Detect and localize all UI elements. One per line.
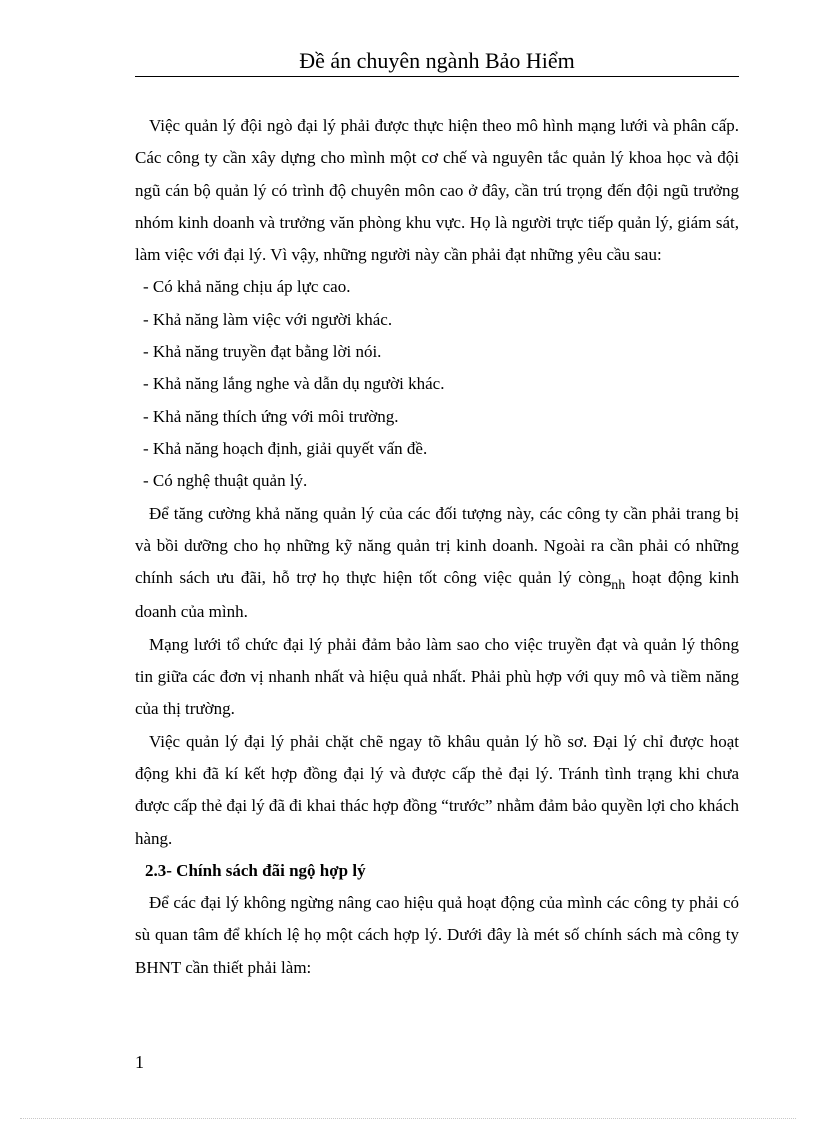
section-heading: 2.3- Chính sách đãi ngộ hợp lý — [145, 860, 366, 880]
page-number: 1 — [135, 1052, 144, 1072]
paragraph-agent-management: Việc quản lý đội ngò đại lý phải được thực hiện theo mô hình mạng lưới và phân cấp. Các công ty cần xây dựng cho mình một cơ chế và nguyên tắc quản lý khoa học và đội ngũ cán bộ quản lý có trình độ chuyên môn cao ở đây, cần trú trọng đến đội ngũ trưởng nhóm kinh doanh và trưởng văn phòng khu vực. Họ là người trực tiếp quản lý, giám sát, làm việc với đại lý. Vì vậy, những người này cần phải đạt những yêu cầu sau: — [135, 116, 739, 265]
list-item: - Khả năng làm việc với người khác. — [143, 309, 393, 329]
paragraph-agent-network: Mạng lưới tổ chức đại lý phải đảm bảo làm sao cho việc truyền đạt và quản lý thông tin giữa các đơn vị nhanh nhất và hiệu quả nhất. Phải phù hợp với quy mô và tiềm năng của thị trường. — [135, 634, 739, 719]
list-item: - Khả năng thích ứng với môi trường. — [143, 406, 399, 426]
list-item: - Khả năng truyền đạt bằng lời nói. — [143, 342, 382, 362]
list-item: - Khả năng hoạch định, giải quyết vấn đề. — [143, 438, 428, 458]
paragraph-agent-records: Việc quản lý đại lý phải chặt chẽ ngay tõ khâu quản lý hồ sơ. Đại lý chỉ được hoạt động khi đã kí kết hợp đồng đại lý và được cấp thẻ đại lý. Tránh tình trạng khi chưa được cấp thẻ đại lý đã đi khai thác hợp đồng “trước” nhằm đảm bảo quyền lợi cho khách hàng. — [135, 731, 739, 848]
page-bottom-divider — [20, 1118, 796, 1119]
paragraph-text: Để tăng cường khả năng quản lý của các đối tượng này, các công ty cần phải trang bị và bồi dưỡng cho họ những kỹ năng quản trị kinh doanh. Ngoài ra cần phải có những chính sách ưu đãi, hỗ trợ họ thực hiện tốt công việc quản lý còng — [135, 503, 739, 588]
list-item: - Khả năng lắng nghe và dẫn dụ người khác. — [143, 374, 445, 394]
subscript-fragment: nh — [611, 578, 626, 594]
paragraph-text: hoạt động kinh doanh của mình. — [135, 568, 740, 622]
list-item: - Có khả năng chịu áp lực cao. — [143, 277, 351, 297]
header-divider — [135, 76, 739, 77]
paragraph-incentive-policy: Để các đại lý không ngừng nâng cao hiệu quả hoạt động của mình các công ty phải có sù quan tâm để khích lệ họ một cách hợp lý. Dưới đây là mét số chính sách mà công ty BHNT cần thiết phải làm: — [135, 893, 739, 977]
document-body — [135, 110, 739, 984]
paragraph-management-training — [135, 498, 739, 629]
page-header-title: Đề án chuyên ngành Bảo Hiểm — [299, 48, 575, 73]
list-item: - Có nghệ thuật quản lý. — [143, 471, 308, 491]
requirements-list — [135, 271, 739, 497]
